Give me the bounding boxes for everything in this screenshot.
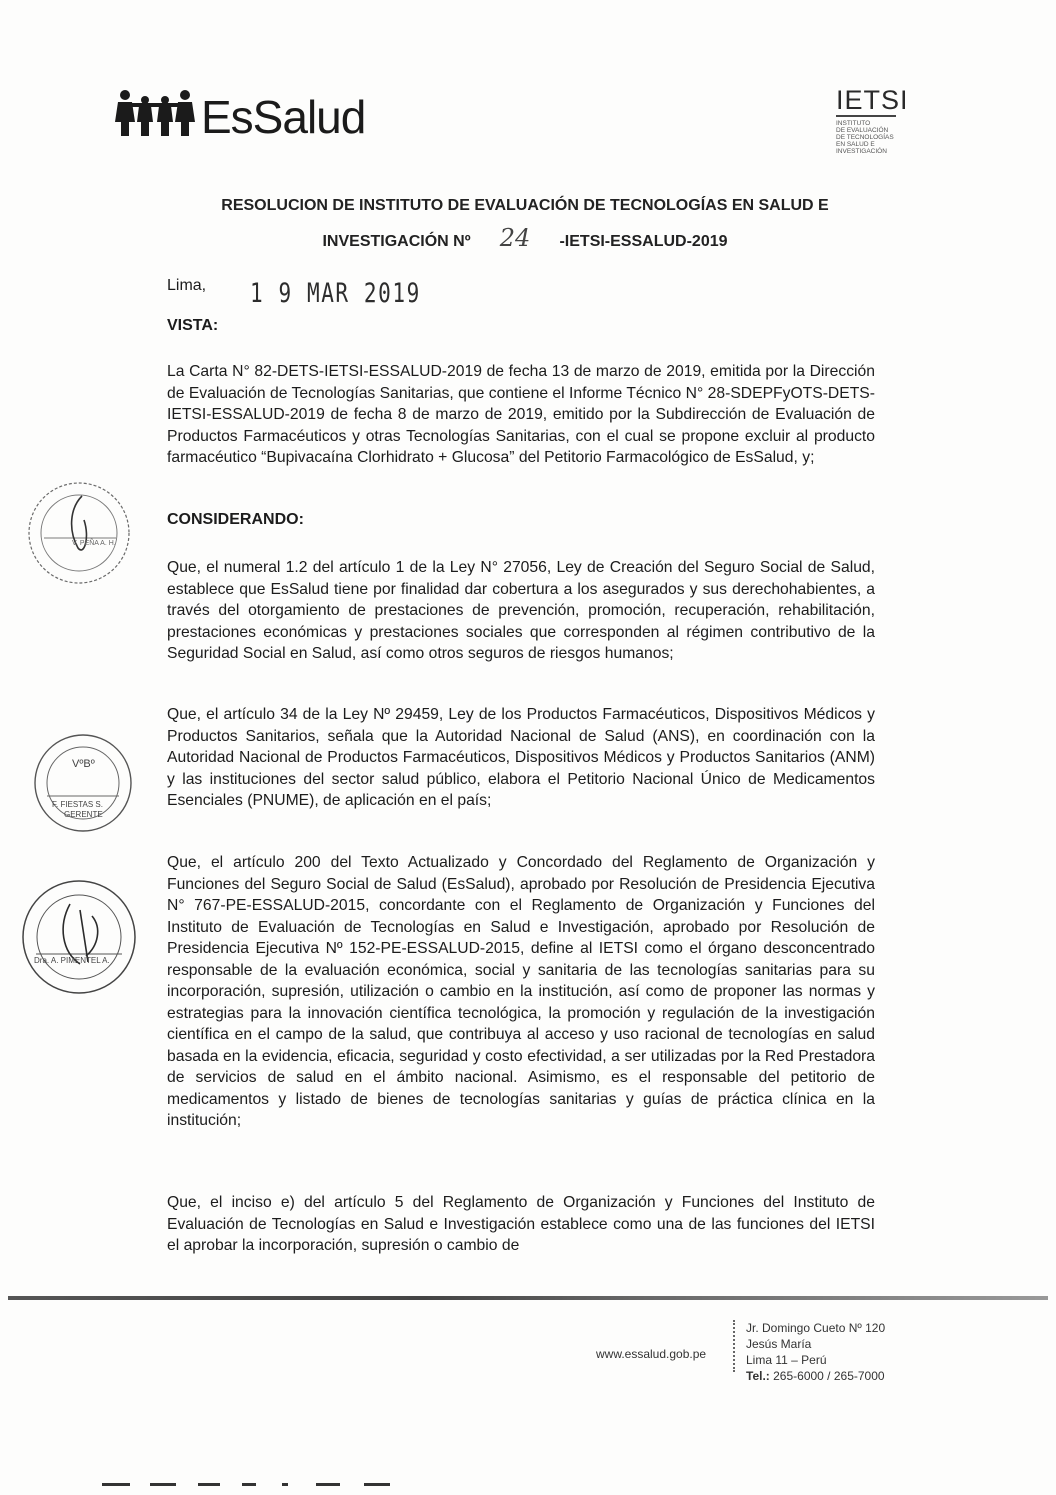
footer-phone-value: 265-6000 / 265-7000	[773, 1369, 885, 1383]
ietsi-underline	[836, 115, 896, 117]
footer-divider	[8, 1296, 1048, 1300]
ietsi-subtitle-4: EN SALUD E	[836, 141, 875, 148]
considerando-paragraph-3: Que, el artículo 200 del Texto Actualizado y Concordado del Reglamento de Organización y Funciones del Seguro Social de Salud (EsSalud), aprobado por Resolución de Presidencia Ejecutiva N° 767-PE-ESSALUD-2015, concordante con el Reglamento de Organización y Funciones del Instituto de Evaluación de Tecnologías en Salud e Investigación, aprobado por Resolución de Presidencia Ejecutiva Nº 152-PE-ESSALUD-2015, define al IETSI como el órgano desconcentrado responsable de la evaluación económica, social y sanitaria de las tecnologías sanitarias para su incorporación, supresión, utilización o cambio en la institución, así como de proponer las normas y estrategias para la innovación científica tecnológica, la promoción y regulación de la investigación científica en el campo de la salud, que contribuya al acceso y uso racional de tecnologías en salud basada en la evidencia, eficacia, seguridad y costo efectividad, a ser utilizadas por la Red Prestadora de servicios de salud en el ámbito nacional. Asimismo, es el responsable del petitorio de medicamentos y listado de bienes de tecnologías sanitarias y guías de práctica clínica en la institución;	[167, 854, 875, 1129]
essalud-brand-text: EsSalud	[201, 91, 366, 143]
stamp-seal-icon	[18, 876, 140, 998]
scan-edge-marks	[20, 1482, 1040, 1488]
considerando-paragraph-2: Que, el artículo 34 de la Ley Nº 29459, Ley de los Productos Farmacéuticos, Dispositivos Médicos y Productos Sanitarios, señala que la Autoridad Nacional de Salud (ANS), en coordinación con la Autoridad Nacional de Productos Farmacéuticos, Dispositivos Médicos y Productos Sanitarios (ANM) y las instituciones del sector salud público, elabora el Petitorio Nacional Único de Medicamentos Esenciales (PNUME), de aplicación en el país;	[167, 706, 875, 809]
footer-phone	[746, 1368, 885, 1384]
essalud-logo	[115, 82, 375, 152]
considerando-paragraph-4: Que, el inciso e) del artículo 5 del Reglamento de Organización y Funciones del Instituto de Evaluación de Tecnologías en Salud e Investigación establece como una de las funciones del IETSI el aprobar la incorporación, supresión o cambio de	[167, 1194, 875, 1254]
title-prefix: INVESTIGACIÓN Nº	[322, 233, 471, 250]
stamp-seal-icon	[28, 730, 138, 836]
stamp-seal-icon	[24, 478, 134, 588]
ietsi-logo	[836, 86, 916, 158]
approval-stamp-1	[24, 478, 134, 588]
title-suffix: -IETSI-ESSALUD-2019	[559, 233, 728, 250]
vista-heading: VISTA:	[167, 317, 219, 334]
footer-address-line-2: Jesús María	[746, 1337, 812, 1351]
title-line-1: RESOLUCION DE INSTITUTO DE EVALUACIÓN DE TECNOLOGÍAS EN SALUD E	[221, 197, 829, 214]
approval-stamp-3	[18, 876, 140, 998]
stamp-2-name: F. FIESTAS S.	[52, 800, 103, 809]
stamp-2-role: GERENTE	[64, 810, 103, 819]
footer-address-line-3: Lima 11 – Perú	[746, 1353, 827, 1367]
stamp-3-name: Dra. A. PIMENTEL A.	[34, 956, 110, 965]
ietsi-subtitle-1: INSTITUTO	[836, 120, 871, 127]
footer-phone-label: Tel.:	[746, 1369, 770, 1383]
ietsi-subtitle-5: INVESTIGACIÓN	[836, 148, 887, 155]
ietsi-brand-text: IETSI	[836, 85, 909, 115]
footer-website: www.essalud.gob.pe	[596, 1347, 707, 1361]
footer-address-line-1: Jr. Domingo Cueto Nº 120	[746, 1321, 886, 1335]
stamp-1-name: V. PEÑA A. H.	[72, 540, 116, 547]
resolution-title	[120, 190, 930, 258]
considerando-paragraph-1: Que, el numeral 1.2 del artículo 1 de la Ley N° 27056, Ley de Creación del Seguro Social de Salud, establece que EsSalud tiene por finalidad dar cobertura a los asegurados y sus derechohabientes, a través del otorgamiento de prestaciones de prevención, promoción, recuperación, rehabilitación, prestaciones económicas y prestaciones sociales que corresponden al régimen contributivo de la Seguridad Social en Salud, así como otros seguros de riesgos humanos;	[167, 559, 875, 662]
vista-paragraph: La Carta N° 82-DETS-IETSI-ESSALUD-2019 de fecha 13 de marzo de 2019, emitida por la Dirección de Evaluación de Tecnologías Sanitarias, que contiene el Informe Técnico N° 28-SDEPFyOTS-DETS-IETSI-ESSALUD-2019 de fecha 8 de marzo de 2019, emitido por la Subdirección de Evaluación de Productos Farmacéuticos y otras Tecnologías Sanitarias, con el cual se propone excluir al producto farmacéutico “Bupivacaína Clorhidrato + Glucosa” del Petitorio Farmacológico de EsSalud, y;	[167, 363, 875, 466]
footer-separator	[733, 1320, 736, 1372]
date-stamp: 1 9 MAR 2019	[250, 278, 421, 309]
place-label: Lima,	[167, 277, 207, 294]
family-icon	[115, 86, 199, 138]
ietsi-subtitle-3: DE TECNOLOGÍAS	[836, 134, 894, 141]
stamp-2-vobo: VºBº	[72, 758, 95, 770]
approval-stamp-2	[28, 730, 138, 836]
footer-address	[746, 1320, 885, 1384]
title-line-2	[120, 222, 930, 258]
resolution-number-handwritten: 24	[499, 224, 531, 252]
ietsi-subtitle-2: DE EVALUACIÓN	[836, 127, 889, 134]
considerando-heading: CONSIDERANDO:	[167, 511, 304, 528]
